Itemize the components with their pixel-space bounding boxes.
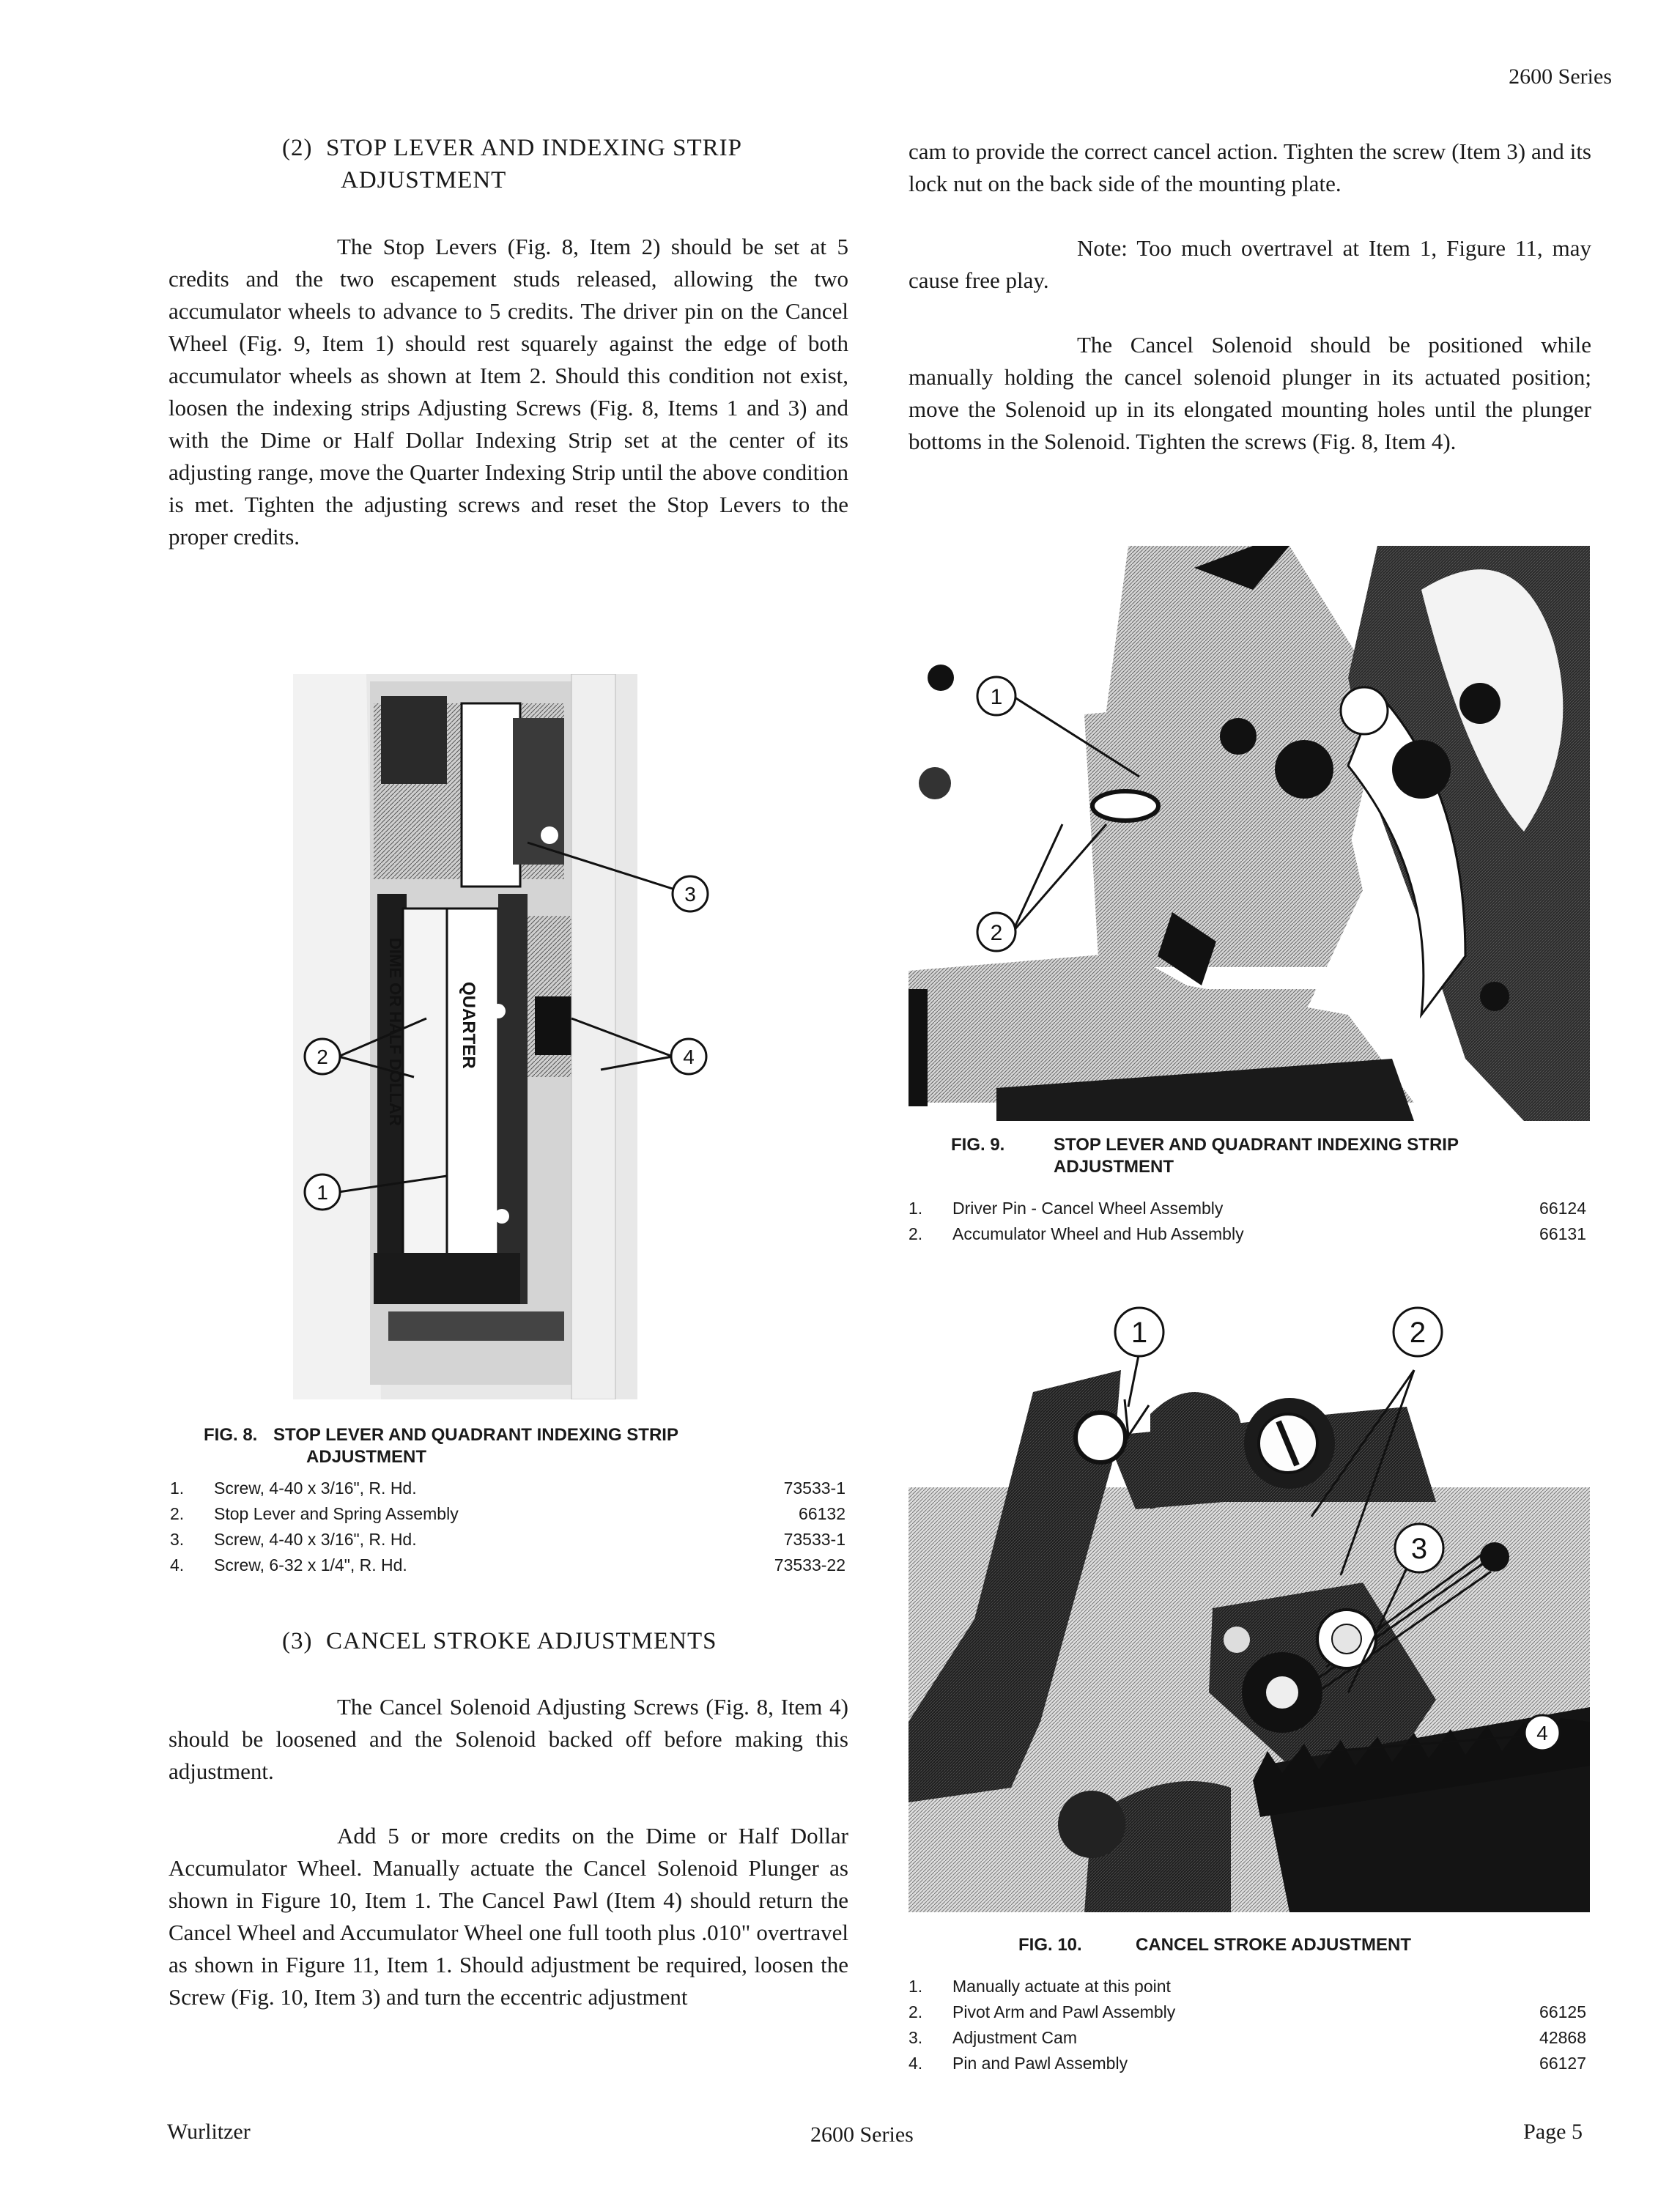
figure-8-callouts xyxy=(293,806,718,1246)
parts-row xyxy=(909,1974,1586,1999)
footer-page-number: Page 5 xyxy=(1523,2120,1583,2144)
section-2-body xyxy=(169,231,848,553)
fig9-callout-1-label: 1 xyxy=(990,685,1003,709)
part-number-index: 3. xyxy=(909,2028,923,2047)
fig10-callout-4-label: 4 xyxy=(1536,1722,1548,1744)
running-header: 2600 Series xyxy=(1509,64,1612,89)
figure-8-parts-list xyxy=(170,1476,845,1578)
part-description: Manually actuate at this point xyxy=(952,1977,1171,1996)
section-2-number: (2) xyxy=(282,135,313,161)
part-number: 66125 xyxy=(1539,2002,1586,2021)
fig10-callout-1-label: 1 xyxy=(1131,1317,1148,1349)
part-number: 73533-1 xyxy=(783,1479,845,1498)
figure-10-parts-list xyxy=(909,1974,1586,2076)
figure-10-number: FIG. 10. xyxy=(1018,1935,1082,1955)
figure-10-caption xyxy=(1018,1934,1590,1956)
figure-9-title: STOP LEVER AND QUADRANT INDEXING STRIP xyxy=(1054,1135,1459,1155)
part-description: Pin and Pawl Assembly xyxy=(952,2054,1128,2073)
fig10-callout-2 xyxy=(1394,1308,1442,1356)
right-column-text xyxy=(909,136,1591,458)
section-3-paragraph-2: Add 5 or more credits on the Dime or Half Dollar Accumulator Wheel. Manually actuate the Cancel Solenoid Plunger as shown in Figure 10, Item 1. The Cancel Pawl (Item 4) should return the Cancel Wheel and Accumulator Wheel one full tooth plus .010" overtravel as shown in Figure 11, Item 1. Should adjustment be required, loosen the Screw (Fig. 10, Item 3) and turn the eccentric adjustment xyxy=(169,1823,848,2010)
figure-9-caption xyxy=(951,1134,1596,1178)
fig9-callout-2 xyxy=(977,913,1015,951)
figure-8-title-line2: ADJUSTMENT xyxy=(306,1447,427,1467)
parts-row xyxy=(170,1476,845,1501)
parts-row xyxy=(909,2051,1586,2076)
fig8-callout-4-label: 4 xyxy=(683,1046,695,1068)
part-description: Screw, 4-40 x 3/16", R. Hd. xyxy=(214,1530,417,1549)
part-number-index: 2. xyxy=(170,1504,185,1523)
figure-9-callouts xyxy=(967,659,1216,967)
part-description: Accumulator Wheel and Hub Assembly xyxy=(952,1224,1244,1243)
note-paragraph: Note: Too much overtravel at Item 1, Figure 11, may cause free play. xyxy=(909,235,1591,293)
continued-paragraph: cam to provide the correct cancel action. Tighten the screw (Item 3) and its lock nut on the back side of the mounting plate. xyxy=(909,138,1591,196)
parts-row xyxy=(170,1527,845,1553)
section-3-paragraph-1: The Cancel Solenoid Adjusting Screws (Fig. 8, Item 4) should be loosened and the Solenoid backed off before making this adjustment. xyxy=(169,1694,848,1784)
figure-8-title: STOP LEVER AND QUADRANT INDEXING STRIP xyxy=(273,1425,678,1445)
figure-9-title-line2: ADJUSTMENT xyxy=(1054,1157,1174,1177)
section-2-heading xyxy=(282,132,868,196)
part-number: 66132 xyxy=(799,1504,845,1523)
footer-publisher: Wurlitzer xyxy=(167,2120,251,2144)
parts-row xyxy=(909,2025,1586,2051)
part-description: Stop Lever and Spring Assembly xyxy=(214,1504,459,1523)
part-number-index: 1. xyxy=(909,1977,923,1996)
part-description: Driver Pin - Cancel Wheel Assembly xyxy=(952,1199,1224,1218)
section-3-number: (3) xyxy=(282,1628,313,1654)
fig8-callout-2 xyxy=(305,1039,340,1074)
parts-row xyxy=(170,1553,845,1578)
fig8-callout-3-label: 3 xyxy=(684,883,696,906)
section-3-heading xyxy=(282,1625,868,1657)
section-2-paragraph: The Stop Levers (Fig. 8, Item 2) should be set at 5 credits and the two escapement studs released, allowing the two accumulator wheels to advance to 5 credits. The driver pin on the Cancel Wheel (Fig. 9, Item 1) should rest squarely against the edge of both accumulator wheels as shown at Item 2. Should this condition not exist, loosen the indexing strips Adjusting Screws (Fig. 8, Items 1 and 3) and with the Dime or Half Dollar Indexing Strip set at the center of its adjusting range, move the Quarter Indexing Strip until the above condition is met. Tighten the adjusting screws and reset the Stop Levers to the proper credits. xyxy=(169,234,848,550)
parts-row xyxy=(909,1221,1586,1247)
part-number-index: 1. xyxy=(909,1199,923,1218)
fig8-callout-1 xyxy=(305,1174,340,1210)
fig10-callout-3 xyxy=(1395,1524,1443,1572)
part-number: 66124 xyxy=(1539,1199,1586,1218)
section-3-title: CANCEL STROKE ADJUSTMENTS xyxy=(325,1628,717,1654)
part-number-index: 2. xyxy=(909,1224,923,1243)
part-number-index: 4. xyxy=(909,2054,923,2073)
part-description: Adjustment Cam xyxy=(952,2028,1078,2047)
part-number-index: 4. xyxy=(170,1555,185,1575)
part-number-index: 3. xyxy=(170,1530,185,1549)
parts-row xyxy=(909,1999,1586,2025)
parts-row xyxy=(909,1196,1586,1221)
part-description: Screw, 6-32 x 1/4", R. Hd. xyxy=(214,1555,407,1575)
fig8-callout-4 xyxy=(671,1039,706,1074)
figure-10-title: CANCEL STROKE ADJUSTMENT xyxy=(1136,1935,1412,1955)
section-2-title-line1: STOP LEVER AND INDEXING STRIP xyxy=(325,135,743,161)
figure-9-parts-list xyxy=(909,1196,1586,1247)
part-number: 42868 xyxy=(1539,2028,1586,2047)
strip-label-text-dime: DIME OR HALF DOLLAR xyxy=(386,938,404,1126)
fig9-callout-1 xyxy=(977,677,1015,715)
strip-label-text-quarter: QUARTER xyxy=(459,982,478,1069)
footer-series: 2600 Series xyxy=(810,2123,914,2147)
fig8-callout-2-label: 2 xyxy=(317,1046,328,1068)
fig10-callout-4 xyxy=(1525,1715,1560,1750)
part-number: 66127 xyxy=(1539,2054,1586,2073)
fig8-callout-3 xyxy=(673,876,708,911)
fig9-callout-2-label: 2 xyxy=(990,921,1003,945)
part-description: Screw, 4-40 x 3/16", R. Hd. xyxy=(214,1479,417,1498)
part-number: 73533-22 xyxy=(774,1555,845,1575)
figure-8-number: FIG. 8. xyxy=(204,1425,258,1445)
solenoid-paragraph: The Cancel Solenoid should be positioned while manually holding the cancel solenoid plunger in its actuated position; move the Solenoid up in its elongated mounting holes until the plunger bottoms in the Solenoid. Tighten the screws (Fig. 8, Item 4). xyxy=(909,332,1591,454)
fig8-callout-1-label: 1 xyxy=(317,1181,328,1204)
part-number-index: 1. xyxy=(170,1479,185,1498)
figure-10-callouts xyxy=(1055,1297,1583,1751)
parts-row xyxy=(170,1501,845,1527)
part-number-index: 2. xyxy=(909,2002,923,2021)
section-3-body xyxy=(169,1691,848,2013)
figure-8-caption xyxy=(204,1424,863,1468)
figure-9-number: FIG. 9. xyxy=(951,1135,1005,1155)
part-description: Pivot Arm and Pawl Assembly xyxy=(952,2002,1176,2021)
fig10-callout-1 xyxy=(1115,1308,1163,1356)
fig10-callout-3-label: 3 xyxy=(1410,1533,1428,1565)
part-number: 66131 xyxy=(1539,1224,1586,1243)
section-2-title-line2: ADJUSTMENT xyxy=(341,167,507,193)
part-number: 73533-1 xyxy=(783,1530,845,1549)
fig10-callout-2-label: 2 xyxy=(1409,1317,1426,1349)
